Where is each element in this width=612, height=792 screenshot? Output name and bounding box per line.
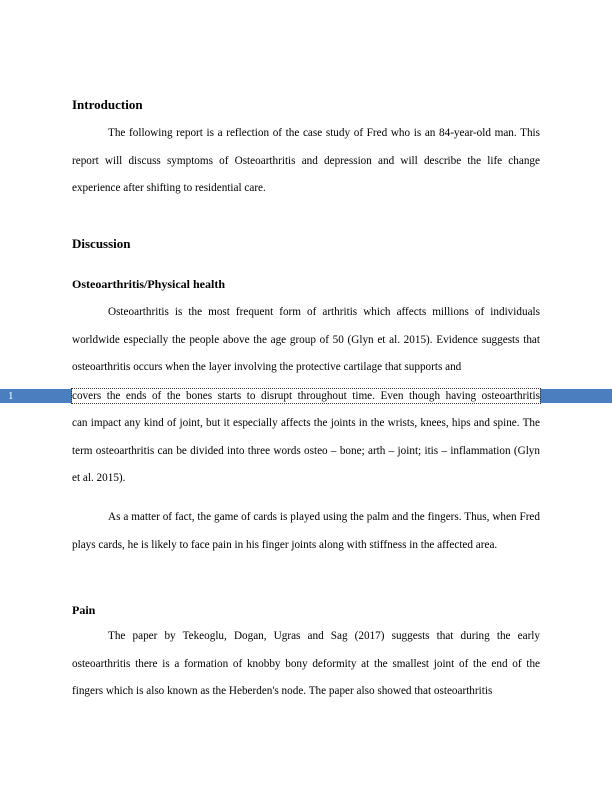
pain-paragraph: The paper by Tekeoglu, Dogan, Ugras and Sag (2017) suggests that during the early osteoarthritis there is a formation of knobby bony deformity at the smallest joint of the end of the fingers which is also known as the Heberden's node. The paper also showed that osteoarthritis [72,630,540,698]
pain-section [72,603,540,617]
introduction-paragraph-block [72,120,540,203]
pain-heading: Pain [72,603,96,617]
osteoarthritis-paragraph-1b-block [72,410,540,493]
introduction-paragraph: The following report is a reflection of the case study of Fred who is an 84-year-old man. This report will discuss symptoms of Osteoarthritis and depression and will describe the life change experience after shifting to residential care. [72,127,540,195]
osteoarthritis-paragraph-2-block [72,504,540,559]
osteoarthritis-heading: Osteoarthritis/Physical health [72,277,225,291]
line-number: 1 [8,390,14,402]
discussion-heading: Discussion [72,236,131,251]
introduction-section [72,97,540,113]
pain-paragraph-block [72,623,540,706]
osteoarthritis-paragraph-1b: can impact any kind of joint, but it especially affects the joints in the wrists, knees, hips and spine. The term osteoarthritis can be divided into three words osteo – bone; arth – joint; itis – inflammation (Glyn et al. 2015). [72,417,540,485]
osteoarthritis-paragraph-1a-block [72,299,540,382]
discussion-section [72,236,540,252]
osteoarthritis-paragraph-1a: Osteoarthritis is the most frequent form of arthritis which affects millions of individuals worldwide especially the people above the age group of 50 (Glyn et al. 2015). Evidence suggests that osteoarthritis occurs when the layer involving the protective cartilage that supports and [72,306,540,374]
osteoarthritis-section [72,277,540,291]
selected-line-text[interactable]: covers the ends of the bones starts to disrupt throughout time. Even though having osteoarthritis [72,390,540,402]
introduction-heading: Introduction [72,97,143,112]
osteoarthritis-paragraph-2: As a matter of fact, the game of cards is played using the palm and the fingers. Thus, when Fred plays cards, he is likely to face pain in his finger joints along with stiffness in the affected area. [72,511,540,551]
